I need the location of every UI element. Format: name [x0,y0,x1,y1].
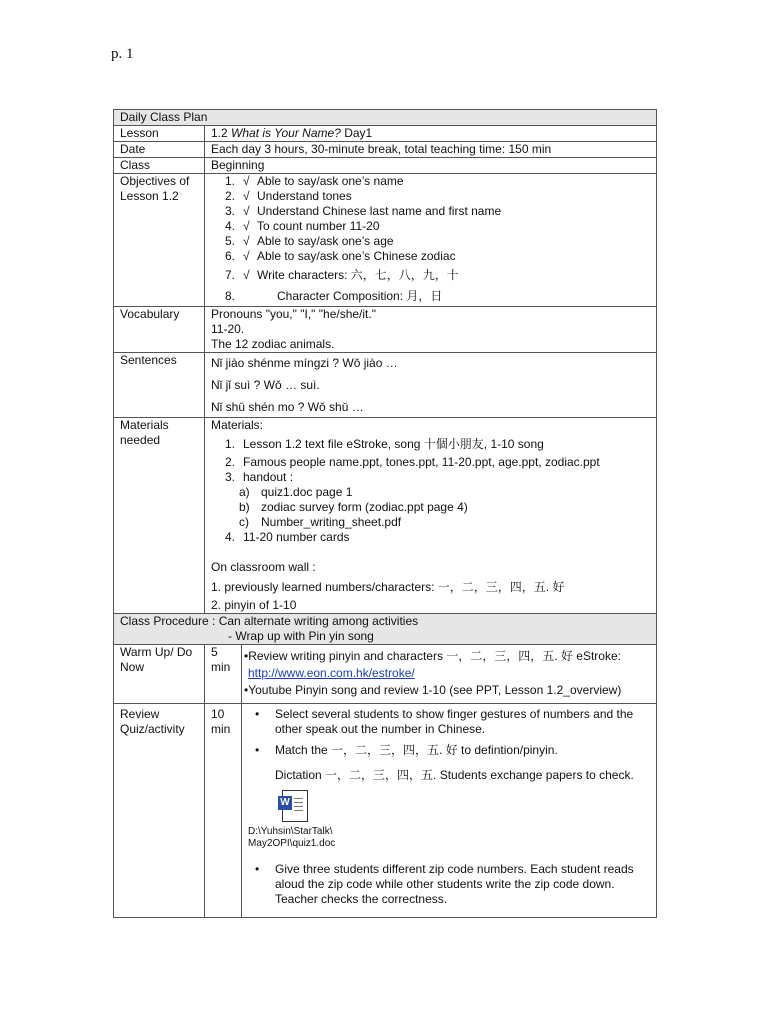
objective-item: 8. Character Composition: 月，日 [224,289,443,303]
handout-list [211,485,650,530]
vocabulary-label: Vocabulary [114,307,205,353]
estroke-link[interactable]: http://www.eon.com.hk/estroke/ [248,666,415,680]
objective-item: 6. √ Able to say/ask one’s Chinese zodiac [224,249,456,263]
warmup-label: Warm Up/ Do Now [114,645,205,704]
date-label: Date [114,142,205,158]
objective-item: 2. √ Understand tones [224,189,352,203]
review-item: • Match the 一，二，三，四，五. 好 to defintion/pinyin. [247,743,650,758]
wall-line: 1. previously learned numbers/characters: 一，二，三，四，五. 好 [211,580,565,594]
material-item: 3. handout : [224,470,294,484]
objectives-content [205,174,657,307]
check-icon: √ [243,219,250,233]
title-row [114,110,657,126]
handout-item: c) Number_writing_sheet.pdf [239,515,402,529]
lesson-value [205,126,657,142]
procedure-row [114,614,657,645]
lesson-label: Lesson [114,126,205,142]
review-item: • Give three students different zip code numbers. Each student reads aloud the zip code while other students write the zip code down. Teacher checks the correctness. [247,862,650,907]
check-icon: √ [243,249,250,263]
review-label: Review Quiz/activity [114,704,205,918]
lesson-row [114,126,657,142]
class-row [114,158,657,174]
warmup-row [114,645,657,704]
class-procedure: Class Procedure : Can alternate writing among activities - Wrap up with Pin yin song [114,614,657,645]
lesson-name: What is Your Name? [231,126,341,140]
lesson-day: Day1 [344,126,373,140]
file-path: D:\Yuhsin\StarTalk\ May2OPI\quiz1.doc [248,826,336,849]
materials-content: Materials: 1. Lesson 1.2 text file eStroke, song 十個小朋友, 1-10 song 2. Famous people name.ppt, tones.ppt, 11-20.ppt, age.ppt, zodiac.ppt 3. handout : a) quiz1.doc page 1 b) zodiac survey form (zodiac.ppt page 4) c) Number_writing_sheet.pdf 4. 11-20 number cards On classroom wall : 1. previously learned numbers/characters: 一，二，三，四，五. 好 2. pinyin of 1-10 [205,418,657,614]
objectives-label: Objectives of Lesson 1.2 [114,174,205,307]
sentences-label: Sentences [114,353,205,418]
check-icon: √ [243,174,250,188]
wall-heading: On classroom wall : [211,560,316,574]
objective-item: 5. √ Able to say/ask one’s age [224,234,394,248]
check-icon: √ [243,268,250,282]
wall-line: 2. pinyin of 1-10 [211,598,297,612]
check-icon: √ [243,204,250,218]
vocabulary-content: Pronouns "you," "I," "he/she/it." 11-20. The 12 zodiac animals. [205,307,657,353]
vocabulary-row [114,307,657,353]
check-icon: √ [243,234,250,248]
check-icon: √ [243,189,250,203]
warmup-content: •Review writing pinyin and characters 一，二，三，四，五. 好 eStroke: http://www.eon.com.hk/estroke/ •Youtube Pinyin song and review 1-10 (see PPT, Lesson 1.2_overview) [242,645,657,704]
lesson-number: 1.2 [211,126,228,140]
objectives-row [114,174,657,307]
handout-item: b) zodiac survey form (zodiac.ppt page 4) [239,500,468,514]
handout-item: a) quiz1.doc page 1 [239,485,353,499]
objective-item: 4. √ To count number 11-20 [224,219,380,233]
daily-class-plan-table [113,109,657,918]
class-value: Beginning [205,158,657,174]
review-item: • Select several students to show finger gestures of numbers and the other speak out the number in Chinese. [247,707,650,737]
sentences-row [114,353,657,418]
sentences-content: Nǐ jiào shénme míngzi ? Wǒ jiào … Nǐ jǐ suì ? Wǒ … suì. Nǐ shǔ shén mo ? Wǒ shǔ … [205,353,657,418]
materials-label: Materials needed [114,418,205,614]
materials-row [114,418,657,614]
warmup-duration: 5 min [205,645,242,704]
material-item: 4. 11-20 number cards [224,530,350,544]
plan-title: Daily Class Plan [114,110,657,126]
materials-list [211,437,650,485]
review-content: • Select several students to show finger gestures of numbers and the other speak out the number in Chinese. • Match the 一，二，三，四，五. 好 to defintion/pinyin. Dictation 一，二，三，四，五. Students exchange papers to check. W D:\Yuhsin\StarTalk\ May2OPI\quiz1.doc • Give three students different zip code numbers. Each student reads aloud the zip code while other students write the zip code down. Teacher checks the correctness. [242,704,657,918]
material-item: 2. Famous people name.ppt, tones.ppt, 11-20.ppt, age.ppt, zodiac.ppt [224,455,600,469]
objective-item: 3. √ Understand Chinese last name and first name [224,204,502,218]
class-label: Class [114,158,205,174]
material-item: 1. Lesson 1.2 text file eStroke, song 十個小朋友, 1-10 song [224,437,544,451]
date-value: Each day 3 hours, 30-minute break, total teaching time: 150 min [205,142,657,158]
objective-item: 7. √ Write characters: 六，七，八，九，十 [224,268,459,282]
date-row [114,142,657,158]
review-row [114,704,657,918]
word-document-icon[interactable]: W [278,790,306,822]
objectives-list [211,174,650,304]
objective-item: 1. √ Able to say/ask one’s name [224,174,404,188]
review-duration: 10 min [205,704,242,918]
page-number: p. 1 [111,46,134,62]
